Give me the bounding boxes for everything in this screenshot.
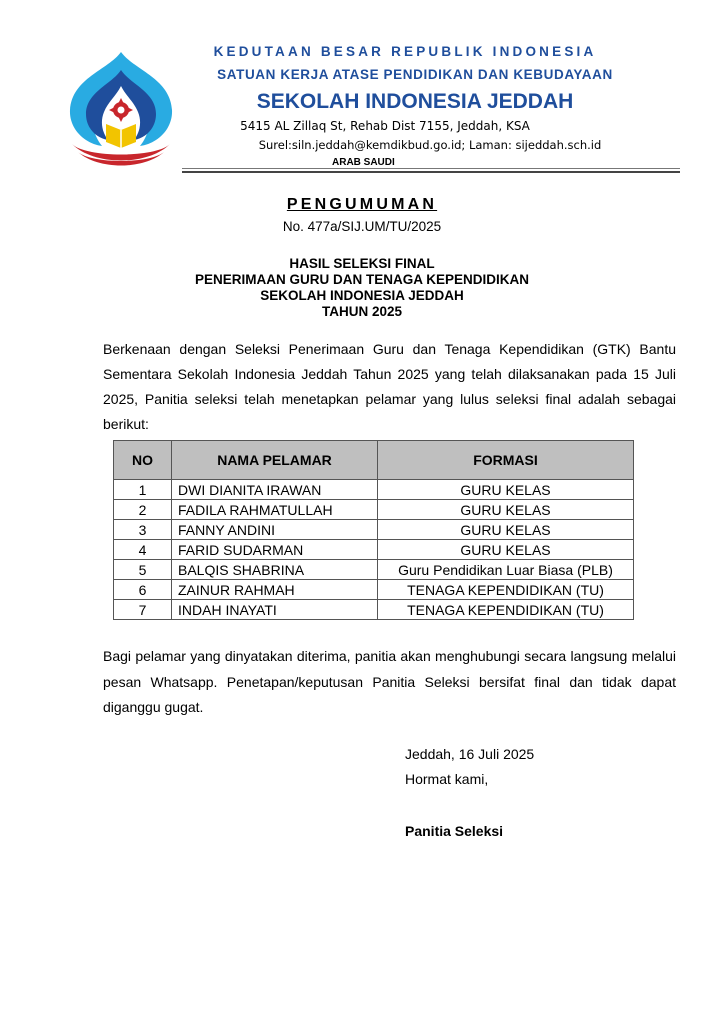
country-label: ARAB SAUDI xyxy=(332,157,395,168)
results-table xyxy=(113,440,634,620)
cell-no: 5 xyxy=(114,560,172,580)
column-header-formation: FORMASI xyxy=(378,441,634,480)
cell-name: DWI DIANITA IRAWAN xyxy=(172,480,378,500)
column-header-name: NAMA PELAMAR xyxy=(172,441,378,480)
table-row xyxy=(114,520,634,540)
cell-name: FARID SUDARMAN xyxy=(172,540,378,560)
cell-formation: TENAGA KEPENDIDIKAN (TU) xyxy=(378,600,634,620)
heading-line: TAHUN 2025 xyxy=(321,304,403,319)
cell-formation: GURU KELAS xyxy=(378,540,634,560)
intro-paragraph: Berkenaan dengan Seleksi Penerimaan Guru dan Tenaga Kependidikan (GTK) Bantu Sementara Sekolah Indonesia Jeddah Tahun 2025 yang telah dilaksanakan pada 15 Juli 2025, Panitia seleksi telah menetapkan pelamar yang lulus seleksi final adalah sebagai berikut: xyxy=(103,341,676,432)
attache-unit-name: SATUAN KERJA ATASE PENDIDIKAN DAN KEBUDAYAAN xyxy=(217,67,613,82)
letterhead-divider-thick xyxy=(182,171,680,173)
announcement-title: PENGUMUMAN xyxy=(286,196,438,213)
cell-formation: GURU KELAS xyxy=(378,500,634,520)
school-logo xyxy=(64,48,178,172)
heading-line: PENERIMAAN GURU DAN TENAGA KEPENDIDIKAN xyxy=(194,272,529,287)
closing-paragraph: Bagi pelamar yang dinyatakan diterima, panitia akan menghubungi secara langsung melalui pesan Whatsapp. Penetapan/keputusan Panitia Seleksi bersifat final dan tidak dapat diganggu gugat. xyxy=(103,648,676,715)
embassy-name: KEDUTAAN BESAR REPUBLIK INDONESIA xyxy=(213,44,597,59)
table-row xyxy=(114,480,634,500)
cell-name: FANNY ANDINI xyxy=(172,520,378,540)
table-header-row xyxy=(114,441,634,480)
column-header-no: NO xyxy=(114,441,172,480)
cell-name: FADILA RAHMATULLAH xyxy=(172,500,378,520)
announcement-number: No. 477a/SIJ.UM/TU/2025 xyxy=(282,219,442,234)
school-address: 5415 AL Zillaq St, Rehab Dist 7155, Jeddah, KSA xyxy=(240,119,530,133)
table-row xyxy=(114,540,634,560)
cell-name: ZAINUR RAHMAH xyxy=(172,580,378,600)
table-row xyxy=(114,600,634,620)
signature-regards: Hormat kami, xyxy=(405,771,489,787)
cell-no: 7 xyxy=(114,600,172,620)
cell-no: 2 xyxy=(114,500,172,520)
cell-formation: GURU KELAS xyxy=(378,520,634,540)
letterhead-divider-thin xyxy=(182,168,680,169)
heading-line: SEKOLAH INDONESIA JEDDAH xyxy=(260,288,464,303)
table-row xyxy=(114,580,634,600)
announcement-heading xyxy=(0,256,724,320)
cell-name: BALQIS SHABRINA xyxy=(172,560,378,580)
school-name: SEKOLAH INDONESIA JEDDAH xyxy=(256,90,574,113)
table-row xyxy=(114,560,634,580)
cell-formation: Guru Pendidikan Luar Biasa (PLB) xyxy=(378,560,634,580)
cell-no: 4 xyxy=(114,540,172,560)
cell-formation: GURU KELAS xyxy=(378,480,634,500)
table-row xyxy=(114,500,634,520)
cell-no: 1 xyxy=(114,480,172,500)
school-contact: Surel:siln.jeddah@kemdikbud.go.id; Laman: sijeddah.sch.id xyxy=(258,138,602,152)
cell-formation: TENAGA KEPENDIDIKAN (TU) xyxy=(378,580,634,600)
cell-name: INDAH INAYATI xyxy=(172,600,378,620)
heading-line: HASIL SELEKSI FINAL xyxy=(289,256,435,271)
cell-no: 3 xyxy=(114,520,172,540)
signature-place-date: Jeddah, 16 Juli 2025 xyxy=(405,746,535,762)
cell-no: 6 xyxy=(114,580,172,600)
signature-name: Panitia Seleksi xyxy=(405,823,504,839)
